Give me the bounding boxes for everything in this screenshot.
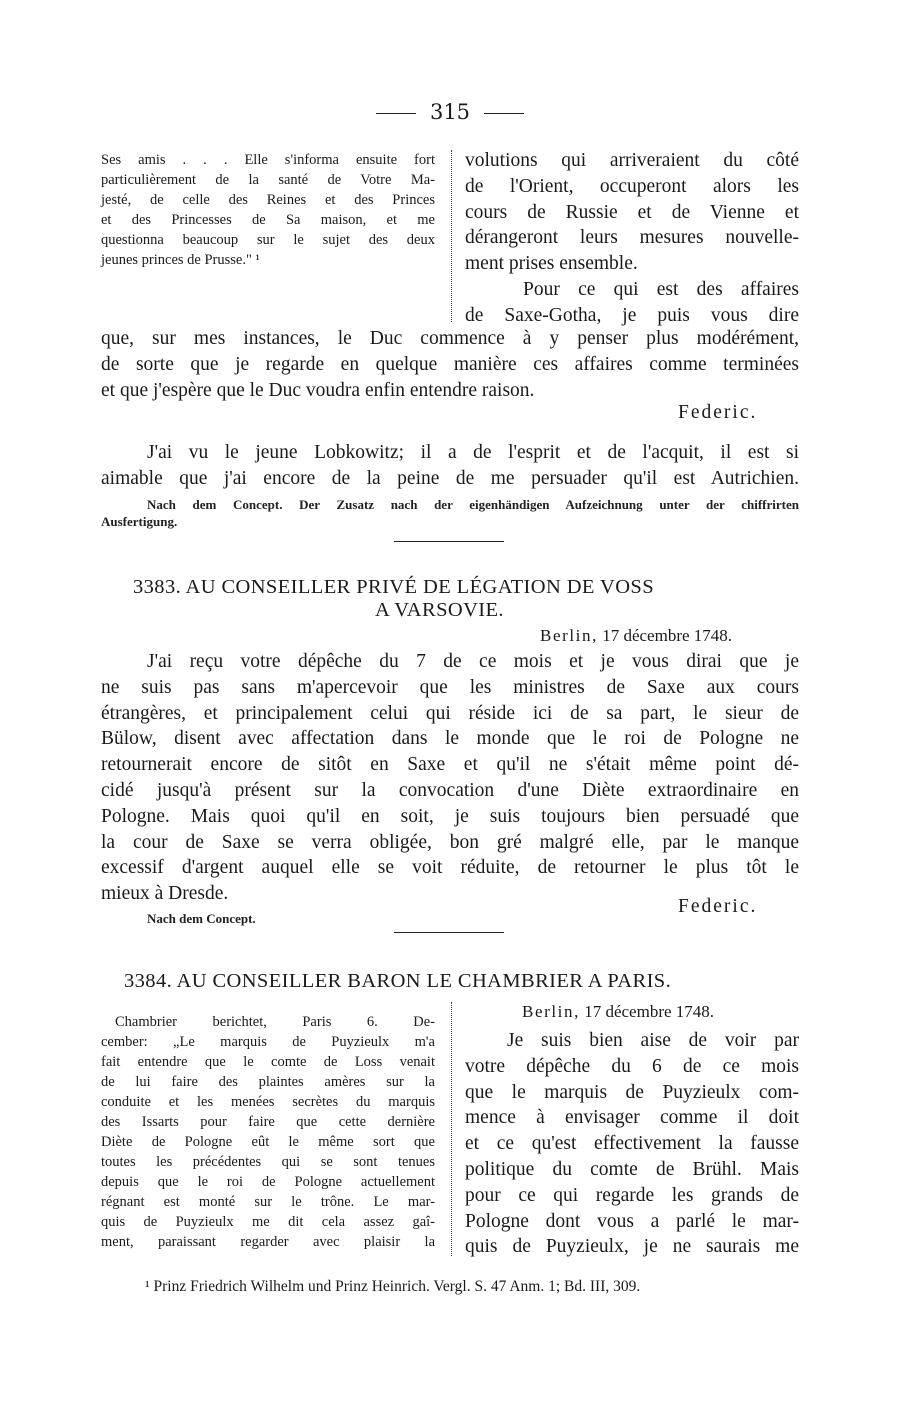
top-full-paragraph: [101, 326, 799, 403]
text-line: Ses amis . . . Elle s'informa ensuite fort: [101, 152, 435, 168]
top-left-column: [101, 150, 435, 270]
section-divider: [394, 541, 504, 542]
dateline-place: Berlin,: [540, 626, 598, 645]
text-line: pour ce qui regarde les grands de: [465, 1184, 799, 1206]
text-line: des Issarts pour faire que cette dernière: [101, 1114, 435, 1130]
text-line: J'ai vu le jeune Lobkowitz; il a de l'esprit et de l'acquit, il est si: [147, 442, 799, 463]
letter-3384-dateline: [522, 1002, 714, 1022]
page-number-dash-right: [484, 113, 524, 114]
text-line: la cour de Saxe se verra obligée, bon gré malgré elle, par le manque: [101, 831, 799, 853]
footnote: ¹ Prinz Friedrich Wilhelm und Prinz Heinrich. Vergl. S. 47 Anm. 1; Bd. III, 309.: [145, 1278, 641, 1295]
text-line: particulièrement de la santé de Votre Ma-: [101, 172, 435, 188]
top-right-column: [465, 148, 799, 329]
text-line: régnant est monté sur le trône. Le mar-: [101, 1194, 435, 1210]
postscript: [101, 440, 799, 492]
signature: Federic.: [678, 402, 758, 423]
text-line: J'ai reçu votre dépêche du 7 de ce mois et je vous dirai que je: [147, 651, 799, 672]
source-note: Nach dem Concept.: [147, 911, 256, 926]
text-line: volutions qui arriveraient du côté: [465, 150, 799, 171]
text-line: aimable que j'ai encore de la peine de me persuader qu'il est Autrichien.: [101, 467, 799, 489]
text-line: Bülow, disent avec affectation dans le monde que le roi de Pologne ne: [101, 728, 799, 750]
text-line: votre dépêche du 6 de ce mois: [465, 1055, 799, 1077]
heading-line: A VARSOVIE.: [375, 599, 504, 621]
letter-3384-report-column: [101, 1012, 435, 1252]
letter-3383-heading: [101, 576, 799, 622]
text-line: de Saxe-Gotha, je puis vous dire: [465, 304, 799, 326]
text-line: Diète de Pologne eût le même sort que: [101, 1134, 435, 1150]
text-line: Chambrier berichtet, Paris 6. De-: [115, 1014, 435, 1030]
text-line: retournerait encore de sitôt en Saxe et qu'il ne s'était même point dé-: [101, 754, 799, 776]
signature: Federic.: [678, 896, 758, 917]
text-line: excessif d'argent auquel elle se voit réduite, de retourner le plus tôt le: [101, 857, 799, 879]
letter-3384-reply-column: [465, 1028, 799, 1260]
text-line: toutes les précédentes qui se sont tenues: [101, 1154, 435, 1170]
text-line: jeunes princes de Prusse." ¹: [101, 252, 260, 268]
section-divider: [394, 932, 504, 933]
text-line: mence à envisager comme il doit: [465, 1107, 799, 1129]
letter-3383-body: [101, 649, 799, 907]
text-line: quis de Puyzieulx me dit cela assez gaî-: [101, 1214, 435, 1230]
text-line: cidé jusqu'à présent sur la convocation d'une Diète extraordinaire en: [101, 779, 799, 801]
text-line: cember: „Le marquis de Puyzieulx m'a: [101, 1034, 435, 1050]
text-line: de lui faire des plaintes amères sur la: [101, 1074, 435, 1090]
text-line: mieux à Dresde.: [101, 883, 229, 905]
dateline-date: 17 décembre 1748.: [602, 626, 733, 645]
text-line: jesté, de celle des Reines et des Princes: [101, 192, 435, 208]
text-line: Ausfertigung.: [101, 514, 178, 529]
text-line: étrangères, et principalement celui qui réside ici de sa part, le sieur de: [101, 702, 799, 724]
text-line: conduite et les menées secrètes du marquis: [101, 1094, 435, 1110]
text-line: Pologne. Mais quoi qu'il en soit, je suis toujours bien persuadé que: [101, 805, 799, 827]
page-number-dash-left: [376, 113, 416, 114]
text-line: quis de Puyzieulx, je ne saurais me: [465, 1236, 799, 1258]
page-number: 315: [0, 100, 900, 124]
text-line: cours de Russie et de Vienne et: [465, 201, 799, 223]
text-line: fait entendre que le comte de Loss venait: [101, 1054, 435, 1070]
text-line: questionna beaucoup sur le sujet des deux: [101, 232, 435, 248]
dateline-place: Berlin,: [522, 1002, 580, 1021]
dateline-date: 17 décembre 1748.: [584, 1002, 715, 1021]
text-line: ment prises ensemble.: [465, 253, 638, 275]
text-line: dérangeront leurs mesures nouvelle-: [465, 227, 799, 249]
text-line: de sorte que je regarde en quelque manière ces affaires comme terminées: [101, 353, 799, 375]
source-note: [101, 496, 799, 530]
text-line: Nach dem Concept. Der Zusatz nach der eigenhändigen Aufzeichnung unter der chiffrirten: [147, 497, 799, 512]
text-line: que, sur mes instances, le Duc commence à y penser plus modérément,: [101, 328, 799, 349]
text-line: ne suis pas sans m'apercevoir que les ministres de Saxe aux cours: [101, 676, 799, 698]
text-line: Pologne dont vous a parlé le mar-: [465, 1210, 799, 1232]
letter-3384-heading: 3384. AU CONSEILLER BARON LE CHAMBRIER A PARIS.: [124, 970, 672, 992]
text-line: politique du comte de Brühl. Mais: [465, 1158, 799, 1180]
heading-line: 3383. AU CONSEILLER PRIVÉ DE LÉGATION DE VOSS: [133, 576, 655, 598]
text-line: et ce qu'est effectivement la fausse: [465, 1133, 799, 1155]
text-line: Je suis bien aise de voir par: [507, 1030, 799, 1051]
column-separator: [451, 150, 452, 322]
text-line: de l'Orient, occuperont alors les: [465, 175, 799, 197]
text-line: depuis que le roi de Pologne actuellement: [101, 1174, 435, 1190]
text-line: Pour ce qui est des affaires: [523, 278, 799, 300]
text-line: que le marquis de Puyzieulx com-: [465, 1081, 799, 1103]
text-line: ment, paraissant regarder avec plaisir la: [101, 1234, 435, 1250]
text-line: et que j'espère que le Duc voudra enfin entendre raison.: [101, 379, 535, 401]
text-line: et des Princesses de Sa maison, et me: [101, 212, 435, 228]
letter-3383-dateline: [540, 626, 732, 646]
column-separator: [451, 1002, 452, 1256]
